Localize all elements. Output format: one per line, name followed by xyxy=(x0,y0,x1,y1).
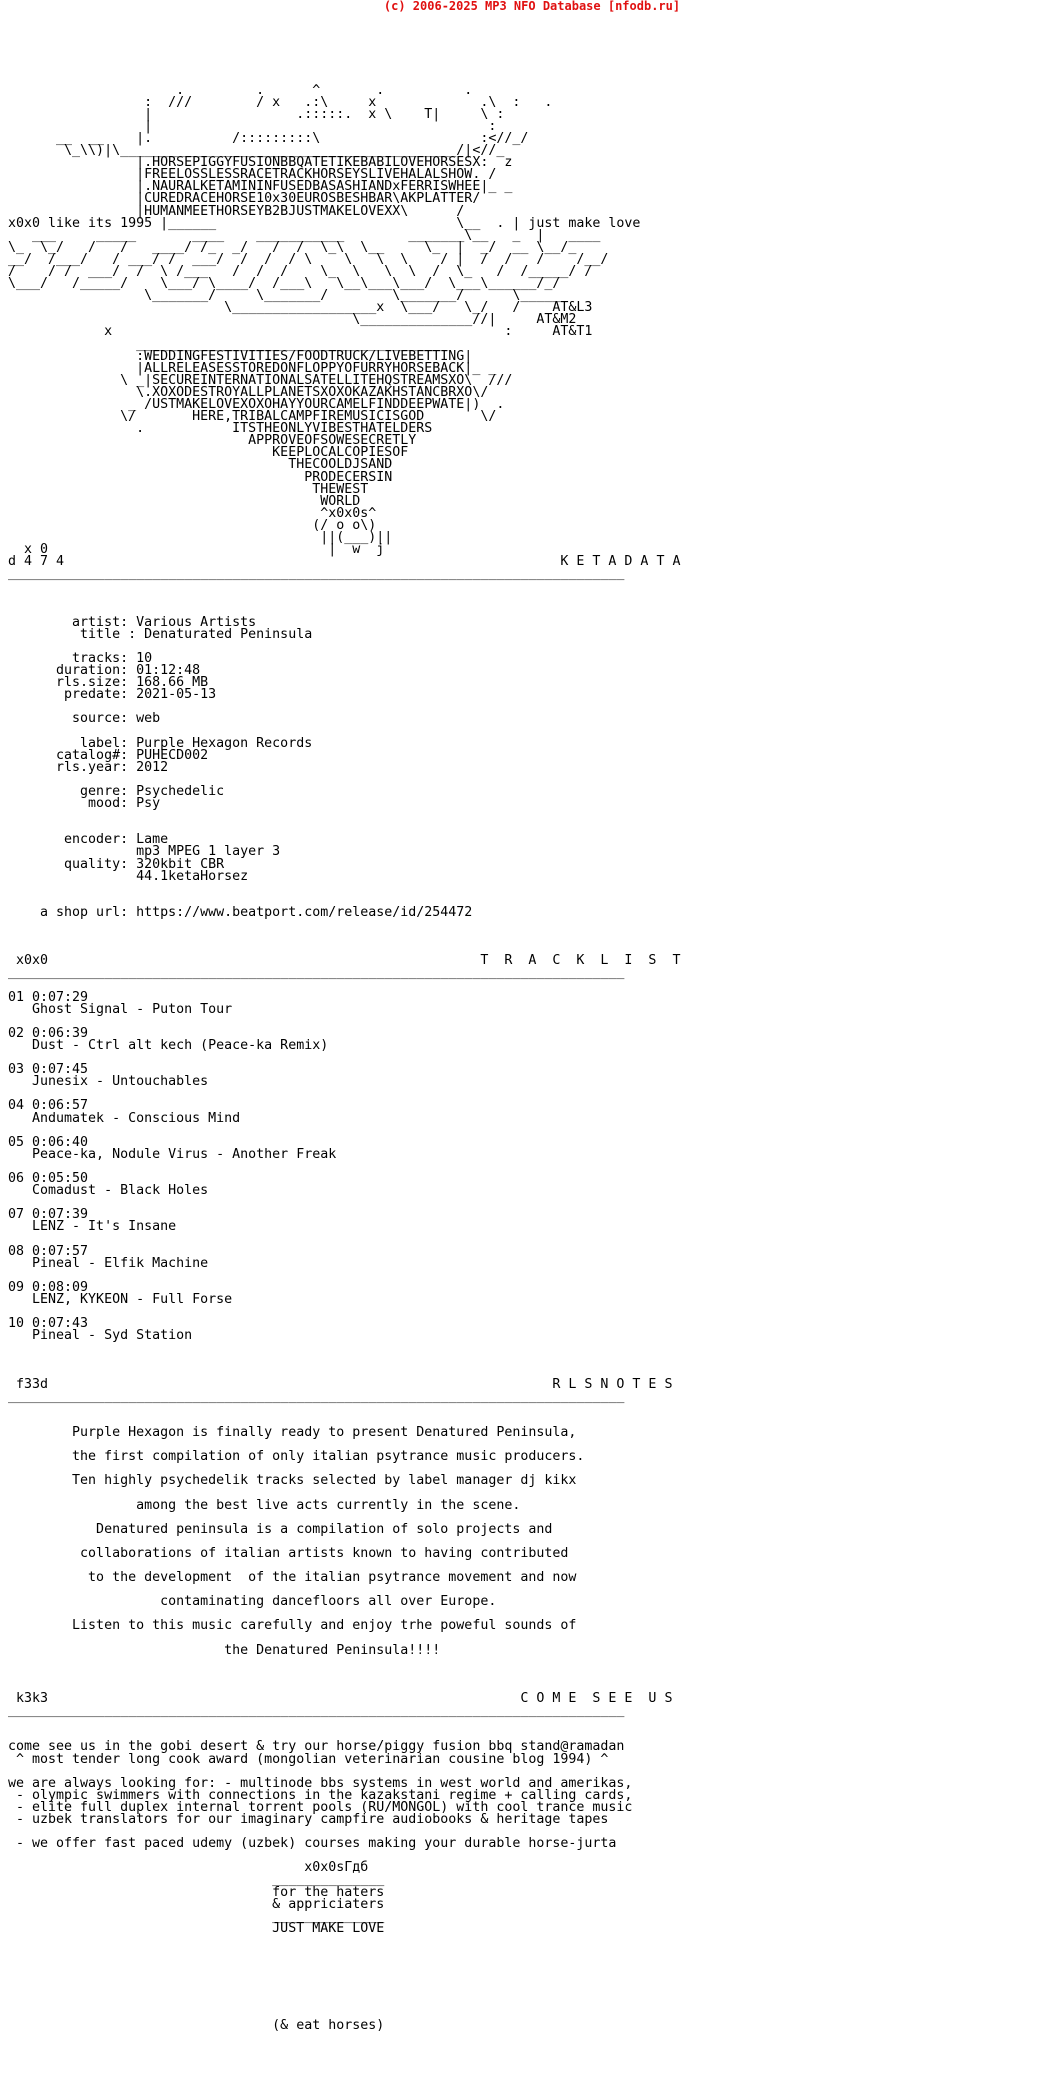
site-copyright-header: (c) 2006-2025 MP3 NFO Database [nfodb.ru] xyxy=(383,0,681,13)
nfo-document: . . ^ . . : /// / x .:\ x .\ : . | .:::::. x \ T| \ : | : __ __ |. /:::::::::\ :<//_/ \_\\)|\__________________________________________/|<//_ |.HORSEPIGGYFUSIONBBQATETIKEBABILOVEHORSESX: z |FREELOSSLESSRACETRACKHORSEYSLIVEHALALSHOW. / |.NAURALKETAMININFUSEDBASASHIANDxFERRISWHEE|_ _ |CUREDRACEHORSE10x30EUROSBESHBAR\AKPLATTER/ |HUMANMEETHORSEYB2BJUSTMAKELOVEXX\ / x0x0 like its 1995 |______ \__ . | just make love ___ _____ ____ ___________ _______\__ _ | ____ \_ \_/ / / ____/ /_ _/ / / \_\ \__ \_ | _/ __ \__/_ __/ /___/ / ___/ / ___/ / / / \ \ \ \ / | / / / /__/ / / / ___/ / \ /___ / / / \_ \ \ \ / \_ / /_____/ / \___/ /_____/ \___/ \____/ /___\ \__\___\___/ \___\______/_/ \_______/ \_______/ \_______/ \_____ \__________________x \___/ \_/ / AT&L3 \______________//| AT&M2 x : AT&T1 _______________________________________ :WEDDINGFESTIVITIES/FOODTRUCK/LIVEBETTING| |ALLRELEASESSTOREDONFLOPPYOFURRYHORSEBACK|_ _ \ _|SECUREINTERNATIONALSATELLITEHQSTREAMSXO\ /// \.XOXODESTROYALLPLANETSXOXOKAZAKHSTANCBRXO\/ _ /USTMAKELOVEXOXOHAYYOURCAMELFINDDEEPWATE|) . \/ HERE,TRIBALCAMPFIREMUSICISGOD \/ . ITSTHEONLYVIBESTHATELDERS APPROVEOFSOWESECRETLY KEEPLOCALCOPIESOF THECOOLDJSAND PRODECERSIN THEWEST WORLD ^x0x0s^ (/ o o\) ||(___)|| x 0 | w j d 4 7 4 K E T A D A T A _____________________________________________________________________________ artist: Various Artists title : Denaturated Peninsula tracks: 10 duration: 01:12:48 rls.size: 168.66 MB predate: 2021-05-13 source: web label: Purple Hexagon Records catalog#: PUHECD002 rls.year: 2012 genre: Psychedelic mood: Psy encoder: Lame mp3 MPEG 1 layer 3 quality: 320kbit CBR 44.1ketaHorsez a shop url: https://www.beatport.com/release/id/254472 x0x0 T R A C K L I S T _____________________________________________________________________________ 01 0:07:29 Ghost Signal - Puton Tour 02 0:06:39 Dust - Ctrl alt kech (Peace-ka Remix) 03 0:07:45 Junesix - Untouchables 04 0:06:57 Andumatek - Conscious Mind 05 0:06:40 Peace-ka, Nodule Virus - Another Freak 06 0:05:50 Comadust - Black Holes 07 0:07:39 LENZ - It's Insane 08 0:07:57 Pineal - Elfik Machine 09 0:08:09 LENZ, KYKEON - Full Forse 10 0:07:43 Pineal - Syd Station f33d R L S N O T E S _____________________________________________________________________________ Purple Hexagon is finally ready to present Denatured Peninsula, the first compilation of only italian psytrance music producers. Ten highly psychedelik tracks selected by label manager dj kikx among the best live acts currently in the scene. Denatured peninsula is a compilation of solo projects and collaborations of italian artists known to having contributed to the development of the italian psytrance movement and now contaminating dancefloors all over Europe. Listen to this music carefully and enjoy trhe poweful sounds of the Denatured Peninsula!!!! k3k3 C O M E S E E U S _____________________________________________________________________________ come see us in the gobi desert & try our horse/piggy fusion bbq stand@ramadan ^ most tender long cook award (mongolian veterinarian cousine blog 1994) ^ we are always looking for: - multinode bbs systems in west world and amerikas, - olympic swimmers with connections in the kazakstani regime + calling cards, - elite full duplex internal torrent pools (RU/MONGOL) with cool trance music - uzbek translators for our imaginary campfire audiobooks & heritage tapes - we offer fast paced udemy (uzbek) courses making your durable horse-jurta x0x0sГдб ______________ for the haters & appriciaters ______________ JUST MAKE LOVE (& eat horses) xyxy=(8,82,681,2033)
